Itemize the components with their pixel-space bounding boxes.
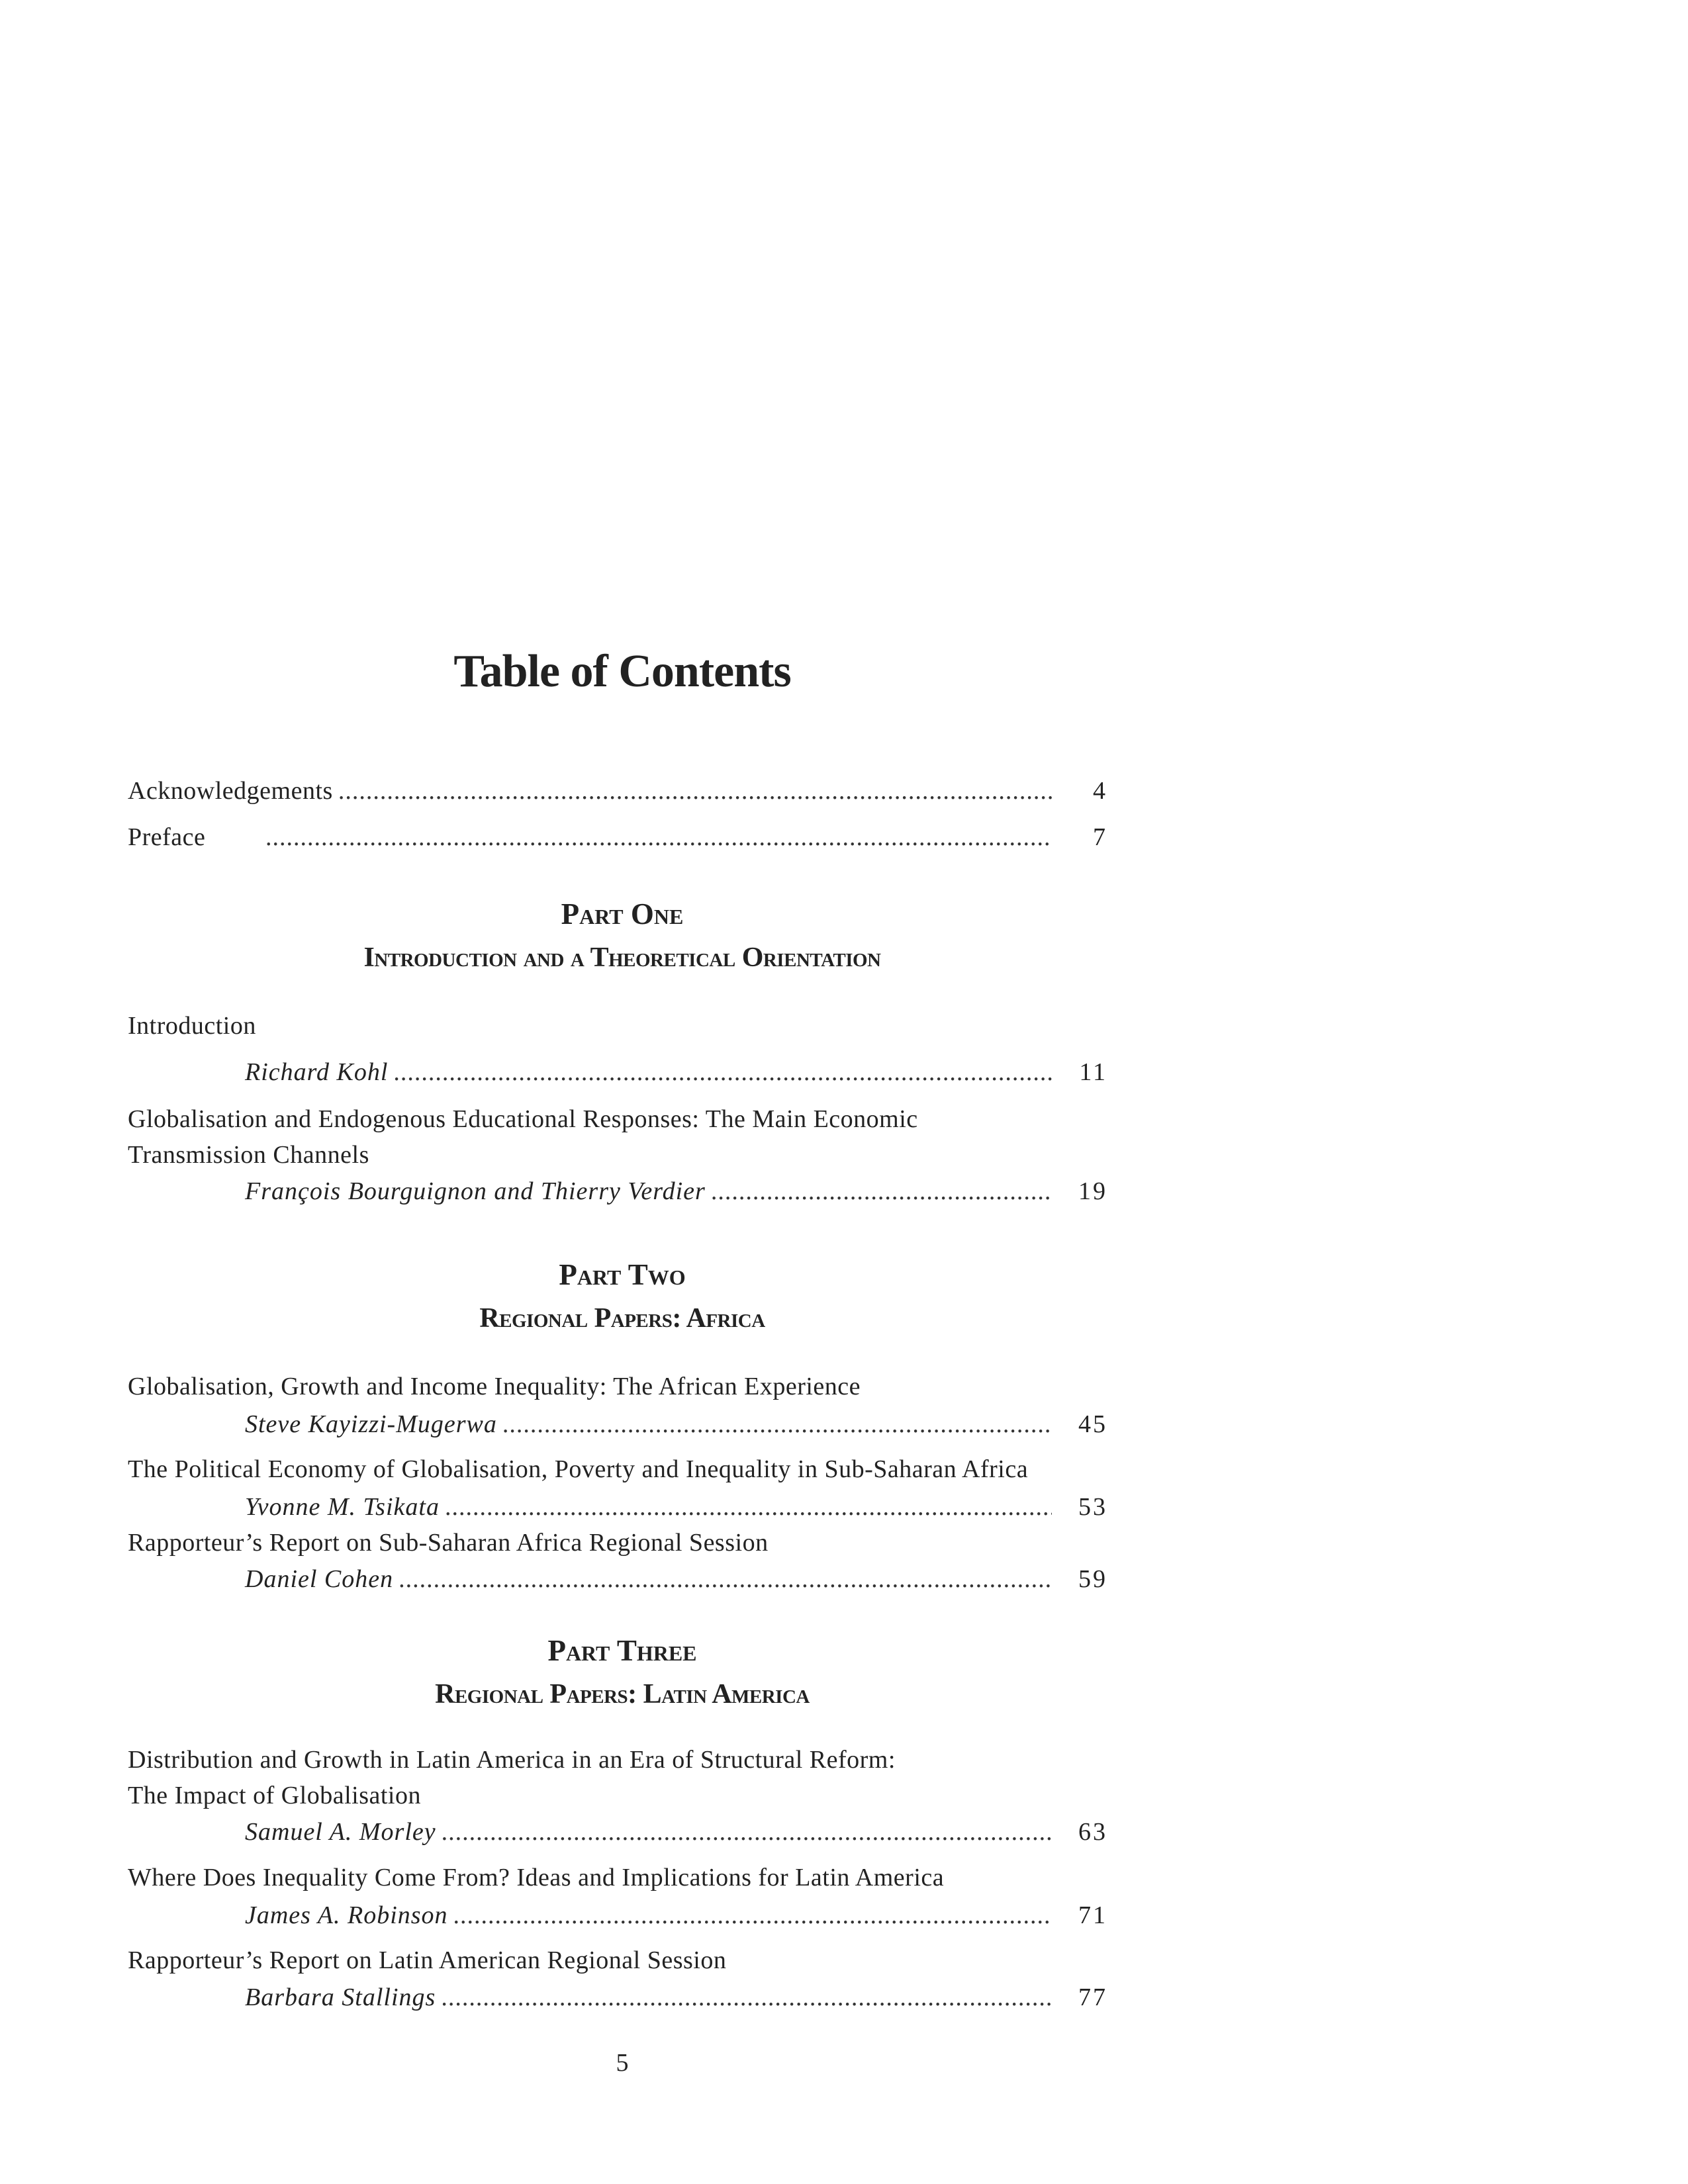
toc-entry-title[interactable]: Rapporteur’s Report on Latin American Regional Session [128, 1946, 727, 1974]
part-heading: Part Three [547, 1634, 697, 1667]
toc-entry-author: Richard Kohl [245, 1058, 389, 1086]
toc-entry-author: Steve Kayizzi-Mugerwa [245, 1410, 497, 1438]
toc-entry-author-line[interactable] [245, 1408, 1107, 1441]
toc-entry-label: Preface [128, 823, 206, 851]
toc-entry-title[interactable]: Distribution and Growth in Latin America in an Era of Structural Reform: [128, 1746, 896, 1774]
dot-leader [711, 1175, 1052, 1208]
toc-entry-author-line[interactable] [245, 1899, 1107, 1932]
toc-page-number: 59 [1078, 1565, 1107, 1593]
page-number: 5 [616, 2049, 629, 2077]
toc-page-number: 77 [1078, 1983, 1107, 2011]
toc-page-number: 11 [1079, 1058, 1107, 1086]
page-title: Table of Contents [453, 646, 791, 697]
dot-leader [265, 821, 1052, 854]
toc-entry-acknowledgements[interactable] [128, 774, 1107, 807]
toc-entry-preface[interactable] [128, 821, 1107, 854]
toc-page-number: 45 [1078, 1410, 1107, 1438]
dot-leader [442, 1815, 1052, 1848]
part-subheading: Introduction and a Theoretical Orientation [363, 942, 881, 973]
toc-entry-author: François Bourguignon and Thierry Verdier [245, 1177, 706, 1205]
toc-entry-title[interactable]: Where Does Inequality Come From? Ideas and Implications for Latin America [128, 1864, 945, 1891]
toc-page-number: 19 [1078, 1177, 1107, 1205]
dot-leader [445, 1490, 1052, 1524]
toc-entry-author-line[interactable] [245, 1815, 1107, 1848]
toc-entry-label: Acknowledgements [128, 777, 333, 805]
toc-entry-author-line[interactable] [245, 1056, 1107, 1089]
part-heading: Part Two [559, 1258, 686, 1291]
dot-leader [453, 1899, 1052, 1932]
toc-entry-title[interactable]: The Impact of Globalisation [128, 1782, 421, 1809]
toc-entry-author-line[interactable] [245, 1175, 1107, 1208]
part-subheading: Regional Papers: Latin America [435, 1679, 810, 1709]
toc-entry-author: Samuel A. Morley [245, 1818, 436, 1846]
dot-leader [338, 774, 1052, 807]
toc-page-number: 7 [1093, 823, 1107, 851]
toc-entry-author: James A. Robinson [245, 1901, 448, 1929]
toc-page-number: 53 [1078, 1493, 1107, 1521]
toc-entry-author: Yvonne M. Tsikata [245, 1493, 440, 1521]
toc-entry-author-line[interactable] [245, 1490, 1107, 1524]
dot-leader [502, 1408, 1052, 1441]
toc-entry-author: Daniel Cohen [245, 1565, 394, 1593]
part-heading: Part One [561, 897, 684, 931]
toc-entry-title[interactable]: Rapporteur’s Report on Sub-Saharan Africa Regional Session [128, 1529, 769, 1557]
part-subheading: Regional Papers: Africa [479, 1303, 765, 1334]
toc-entry-title[interactable]: Introduction [128, 1012, 256, 1040]
dot-leader [399, 1563, 1052, 1596]
dot-leader [393, 1056, 1052, 1089]
toc-page-number: 71 [1078, 1901, 1107, 1929]
toc-entry-title[interactable]: The Political Economy of Globalisation, Poverty and Inequality in Sub-Saharan Africa [128, 1455, 1029, 1483]
toc-page-number: 4 [1093, 777, 1107, 805]
toc-entry-title[interactable]: Transmission Channels [128, 1141, 369, 1169]
toc-entry-author-line[interactable] [245, 1981, 1107, 2014]
dot-leader [441, 1981, 1052, 2014]
toc-entry-title[interactable]: Globalisation, Growth and Income Inequality: The African Experience [128, 1373, 861, 1400]
toc-entry-author: Barbara Stallings [245, 1983, 436, 2011]
toc-entry-author-line[interactable] [245, 1563, 1107, 1596]
toc-page-number: 63 [1078, 1818, 1107, 1846]
toc-entry-title[interactable]: Globalisation and Endogenous Educational Responses: The Main Economic [128, 1105, 918, 1133]
